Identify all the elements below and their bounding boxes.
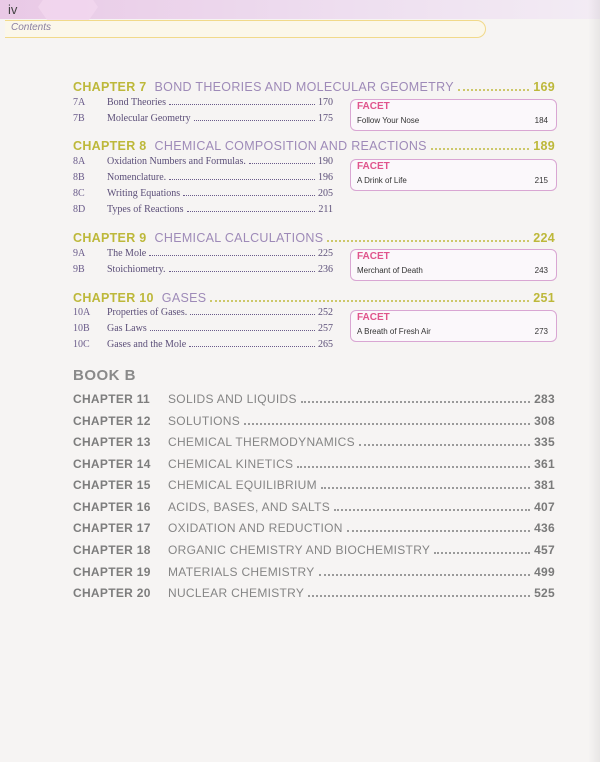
section-entry bbox=[73, 264, 333, 279]
facet-box bbox=[350, 310, 557, 342]
book-b-chapter bbox=[73, 586, 555, 602]
dot-leader bbox=[301, 401, 530, 403]
facet-box bbox=[350, 99, 557, 131]
page-number: iv bbox=[8, 2, 18, 17]
section-page: 170 bbox=[318, 97, 333, 108]
book-b-chapter bbox=[73, 500, 555, 516]
facet-title: A Drink of Life bbox=[357, 176, 407, 185]
facet-label: FACET bbox=[357, 101, 390, 112]
dot-leader bbox=[347, 530, 530, 532]
facet-title: Merchant of Death bbox=[357, 266, 423, 275]
chapter-title: CHEMICAL CALCULATIONS bbox=[154, 231, 324, 245]
dot-leader bbox=[189, 346, 315, 347]
facet-page: 243 bbox=[534, 266, 548, 275]
contents-tab bbox=[5, 20, 486, 38]
chapter-label: CHAPTER 11 bbox=[73, 392, 151, 406]
section-page: 265 bbox=[318, 339, 333, 350]
hexagon-decoration bbox=[38, 0, 98, 20]
chapter-heading bbox=[73, 231, 555, 247]
dot-leader bbox=[169, 179, 315, 180]
dot-leader bbox=[297, 466, 530, 468]
section-entry bbox=[73, 204, 333, 219]
section-entry bbox=[73, 307, 333, 322]
dot-leader bbox=[308, 595, 530, 597]
chapter-label: CHAPTER 8 bbox=[73, 139, 147, 153]
section-entry bbox=[73, 113, 333, 128]
section-code: 7A bbox=[73, 97, 86, 108]
dot-leader bbox=[169, 271, 315, 272]
dot-leader bbox=[149, 255, 315, 256]
book-b-chapter bbox=[73, 414, 555, 430]
chapter-title: GASES bbox=[161, 291, 207, 305]
book-b-chapter bbox=[73, 521, 555, 537]
dot-leader bbox=[187, 211, 316, 212]
section-code: 8A bbox=[73, 156, 86, 167]
section-page: 175 bbox=[318, 113, 333, 124]
chapter-title: ORGANIC CHEMISTRY AND BIOCHEMISTRY bbox=[168, 543, 431, 557]
section-entry bbox=[73, 172, 333, 187]
dot-leader bbox=[249, 163, 315, 164]
section-code: 10B bbox=[73, 323, 90, 334]
section-code: 10A bbox=[73, 307, 91, 318]
section-page: 257 bbox=[318, 323, 333, 334]
chapter-page: 224 bbox=[533, 231, 555, 245]
chapter-title: NUCLEAR CHEMISTRY bbox=[168, 586, 305, 600]
chapter-page: 361 bbox=[534, 457, 555, 471]
page-edge-shadow bbox=[588, 0, 600, 762]
contents-label: Contents bbox=[11, 22, 52, 33]
chapter-title: SOLUTIONS bbox=[168, 414, 241, 428]
section-page: 205 bbox=[318, 188, 333, 199]
chapter-label: CHAPTER 20 bbox=[73, 586, 151, 600]
header-band bbox=[0, 0, 600, 19]
book-b-chapter bbox=[73, 392, 555, 408]
dot-leader bbox=[190, 314, 315, 315]
facet-page: 215 bbox=[534, 176, 548, 185]
chapter-page: 335 bbox=[534, 435, 555, 449]
section-page: 252 bbox=[318, 307, 333, 318]
dot-leader bbox=[434, 552, 530, 554]
section-title: Nomenclature. bbox=[107, 172, 167, 183]
chapter-title: CHEMICAL COMPOSITION AND REACTIONS bbox=[154, 139, 427, 153]
facet-label: FACET bbox=[357, 161, 390, 172]
book-title: BOOK B bbox=[73, 367, 136, 384]
chapter-label: CHAPTER 13 bbox=[73, 435, 151, 449]
dot-leader bbox=[194, 120, 315, 121]
section-title: The Mole bbox=[107, 248, 147, 259]
dot-leader bbox=[169, 104, 315, 105]
chapter-label: CHAPTER 18 bbox=[73, 543, 151, 557]
section-page: 211 bbox=[318, 204, 333, 215]
section-entry bbox=[73, 339, 333, 354]
chapter-title: ACIDS, BASES, AND SALTS bbox=[168, 500, 331, 514]
chapter-label: CHAPTER 10 bbox=[73, 291, 154, 305]
chapter-page: 436 bbox=[534, 521, 555, 535]
section-page: 196 bbox=[318, 172, 333, 183]
chapter-label: CHAPTER 17 bbox=[73, 521, 151, 535]
chapter-label: CHAPTER 9 bbox=[73, 231, 147, 245]
section-entry bbox=[73, 97, 333, 112]
book-b-chapter bbox=[73, 478, 555, 494]
chapter-page: 308 bbox=[534, 414, 555, 428]
section-page: 236 bbox=[318, 264, 333, 275]
dot-leader bbox=[244, 423, 530, 425]
section-code: 10C bbox=[73, 339, 90, 350]
facet-title: Follow Your Nose bbox=[357, 116, 420, 125]
chapter-title: CHEMICAL KINETICS bbox=[168, 457, 294, 471]
section-page: 225 bbox=[318, 248, 333, 259]
chapter-page: 283 bbox=[534, 392, 555, 406]
section-code: 9B bbox=[73, 264, 85, 275]
dot-leader bbox=[183, 195, 315, 196]
section-title: Oxidation Numbers and Formulas. bbox=[107, 156, 246, 167]
chapter-title: OXIDATION AND REDUCTION bbox=[168, 521, 343, 535]
section-title: Types of Reactions bbox=[107, 204, 184, 215]
section-code: 7B bbox=[73, 113, 85, 124]
section-code: 8C bbox=[73, 188, 85, 199]
chapter-heading bbox=[73, 80, 555, 96]
book-b-chapter bbox=[73, 457, 555, 473]
section-entry bbox=[73, 248, 333, 263]
chapter-label: CHAPTER 19 bbox=[73, 565, 151, 579]
dot-leader bbox=[321, 487, 530, 489]
book-b-chapter bbox=[73, 565, 555, 581]
book-b-chapter bbox=[73, 435, 555, 451]
section-title: Writing Equations bbox=[107, 188, 181, 199]
facet-page: 184 bbox=[534, 116, 548, 125]
chapter-page: 381 bbox=[534, 478, 555, 492]
chapter-page: 499 bbox=[534, 565, 555, 579]
section-page: 190 bbox=[318, 156, 333, 167]
section-title: Gas Laws bbox=[107, 323, 147, 334]
chapter-page: 525 bbox=[534, 586, 555, 600]
chapter-title: MATERIALS CHEMISTRY bbox=[168, 565, 315, 579]
chapter-page: 189 bbox=[533, 139, 555, 153]
dot-leader bbox=[327, 240, 529, 242]
chapter-page: 407 bbox=[534, 500, 555, 514]
section-title: Stoichiometry. bbox=[107, 264, 166, 275]
chapter-label: CHAPTER 15 bbox=[73, 478, 151, 492]
facet-box bbox=[350, 159, 557, 191]
dot-leader bbox=[319, 574, 530, 576]
section-entry bbox=[73, 188, 333, 203]
dot-leader bbox=[359, 444, 530, 446]
section-title: Properties of Gases. bbox=[107, 307, 188, 318]
facet-page: 273 bbox=[534, 327, 548, 336]
dot-leader bbox=[150, 330, 315, 331]
section-code: 8D bbox=[73, 204, 86, 215]
chapter-heading bbox=[73, 291, 555, 307]
section-title: Molecular Geometry bbox=[107, 113, 191, 124]
chapter-page: 251 bbox=[533, 291, 555, 305]
chapter-title: SOLIDS AND LIQUIDS bbox=[168, 392, 297, 406]
facet-box bbox=[350, 249, 557, 281]
dot-leader bbox=[334, 509, 530, 511]
chapter-page: 169 bbox=[533, 80, 555, 94]
section-entry bbox=[73, 323, 333, 338]
dot-leader bbox=[458, 89, 529, 91]
chapter-label: CHAPTER 7 bbox=[73, 80, 147, 94]
chapter-label: CHAPTER 12 bbox=[73, 414, 151, 428]
section-title: Bond Theories bbox=[107, 97, 166, 108]
facet-title: A Breath of Fresh Air bbox=[357, 327, 431, 336]
dot-leader bbox=[210, 300, 529, 302]
chapter-title: CHEMICAL THERMODYNAMICS bbox=[168, 435, 355, 449]
chapter-label: CHAPTER 16 bbox=[73, 500, 151, 514]
section-code: 9A bbox=[73, 248, 86, 259]
book-b-chapter bbox=[73, 543, 555, 559]
facet-label: FACET bbox=[357, 251, 390, 262]
chapter-title: BOND THEORIES AND MOLECULAR GEOMETRY bbox=[154, 80, 454, 94]
section-title: Gases and the Mole bbox=[107, 339, 187, 350]
chapter-label: CHAPTER 14 bbox=[73, 457, 151, 471]
dot-leader bbox=[431, 148, 529, 150]
section-entry bbox=[73, 156, 333, 171]
chapter-heading bbox=[73, 139, 555, 155]
chapter-page: 457 bbox=[534, 543, 555, 557]
section-code: 8B bbox=[73, 172, 85, 183]
facet-label: FACET bbox=[357, 312, 390, 323]
chapter-title: CHEMICAL EQUILIBRIUM bbox=[168, 478, 317, 492]
